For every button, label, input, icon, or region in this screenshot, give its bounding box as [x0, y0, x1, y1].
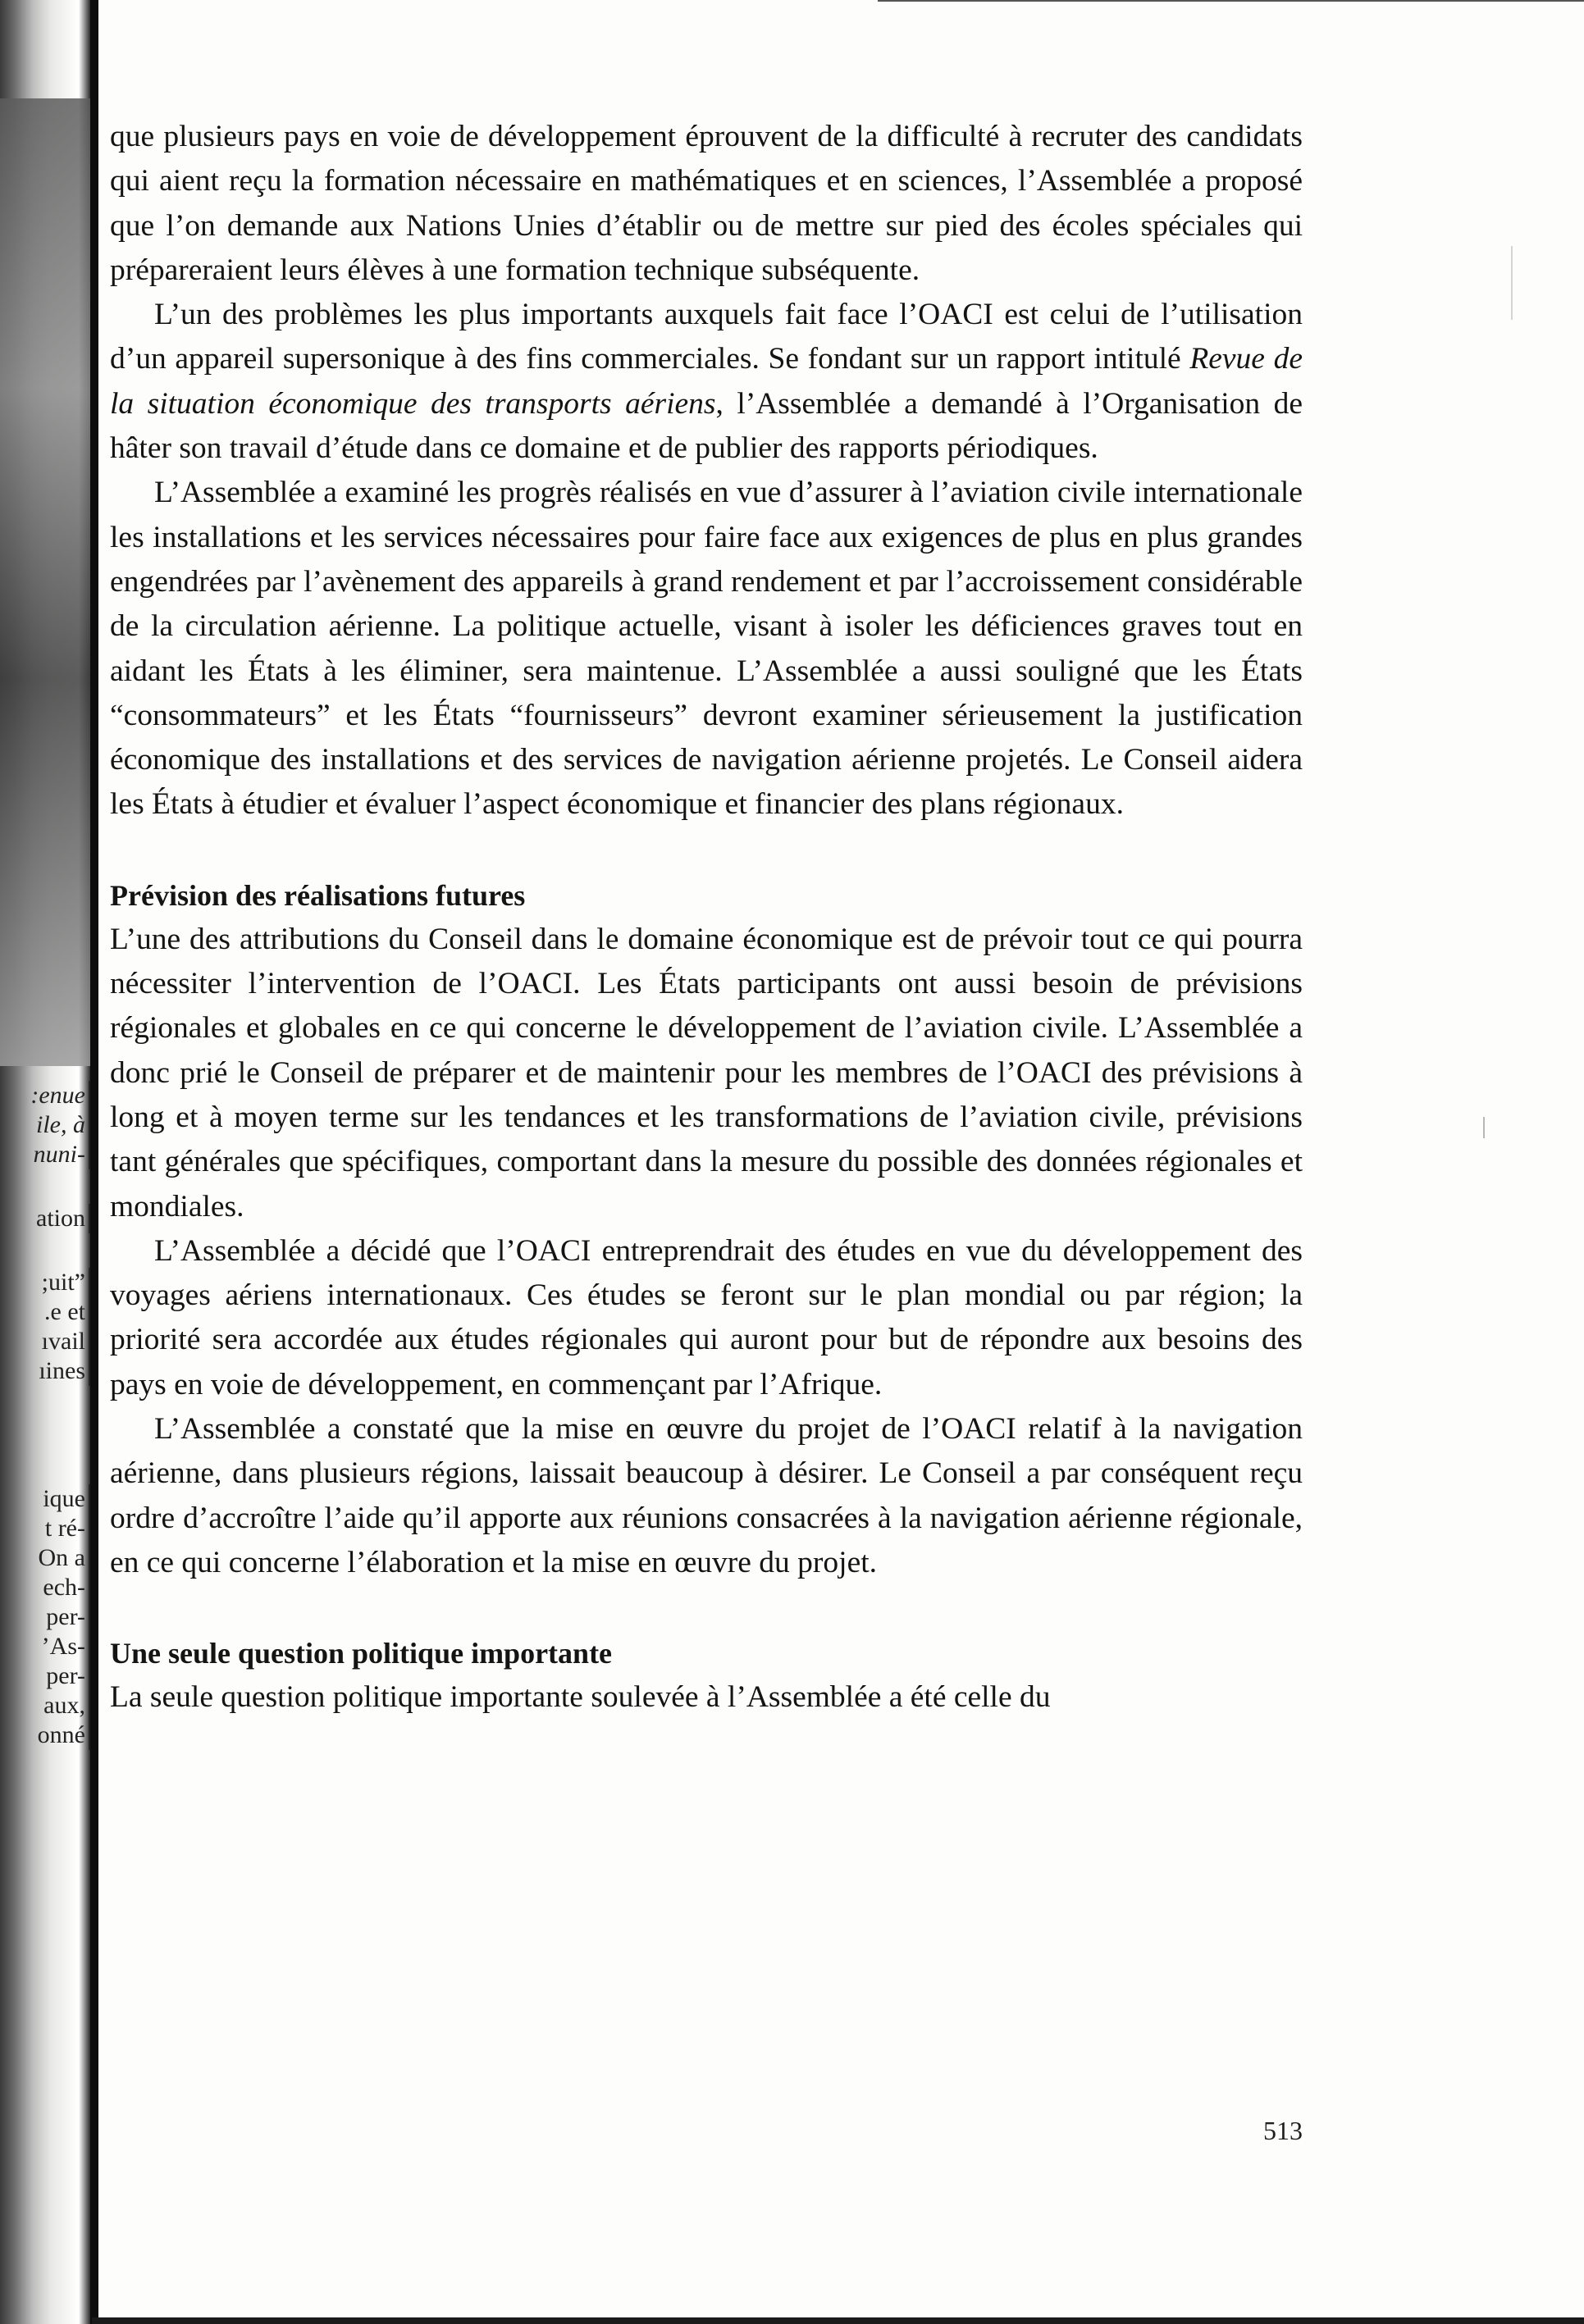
fragment-line: nuni- [5, 1140, 90, 1169]
fragment-line: :enue [5, 1081, 90, 1110]
paragraph-prevision-2: L’Assemblée a décidé que l’OACI entreprendrait des études en vue du développement des voyages aériens internationaux. Ces études se feront sur le plan mondial ou par région; la priorité sera accordée aux études régionales qui auront pour but de répondre aux besoins des pays en voie de développement, en commençant par l’Afrique. [110, 1233, 1303, 1401]
page-number: 513 [1263, 2116, 1303, 2145]
fragment-line: per- [5, 1661, 90, 1691]
paragraph-installations: L’Assemblée a examiné les progrès réalisés en vue d’assurer à l’aviation civile internationale les installations et les services nécessaires pour faire face aux exigences de plus en plus grandes engendrées par l’avènement des appareils à grand rendement et par l’accroissement considérable de la circulation aérienne. La politique actuelle, visant à isoler les déficiences graves tout en aidant les États à les éliminer, sera maintenue. L’Assemblée a aussi souligné que les États “consommateurs” et les États “fournisseurs” devront examiner sérieusement la justification économique des installations et des services de navigation aérienne projetés. Le Conseil aidera les États à étudier et évaluer l’aspect économique et financier des plans régionaux. [110, 476, 1303, 822]
paragraph-intro: que plusieurs pays en voie de développement éprouvent de la difficulté à recruter des candidats qui aient reçu la formation nécessaire en mathématiques et en sciences, l’Assemblée a proposé que l’on demande aux Nations Unies d’établir ou de mettre sur pied des écoles spéciales qui prépareraient leurs élèves à une formation technique subséquente. [110, 120, 1303, 287]
scan-mark [1483, 1117, 1485, 1138]
fragment-line: .e et [5, 1297, 90, 1327]
fragment-line: ;uit” [5, 1268, 90, 1297]
paragraph-text: L’un des problèmes les plus importants auxquels fait face l’OACI est celui de l’utilisation d’un appareil supersonique à des fins commerciales. Se fondant sur un rapport intitulé [110, 298, 1303, 376]
fragment-line: per- [5, 1602, 90, 1632]
fragment-line: ıvail [5, 1327, 90, 1356]
top-edge-rule [878, 0, 1584, 2]
fragment-line: ıines [5, 1356, 90, 1386]
section-heading-prevision: Prévision des réalisations futures [110, 878, 526, 912]
paragraph-text: , l’Assemblée a demandé à l’Organisation de hâter son travail d’étude dans ce domaine et de publier des rapports périodiques. [110, 386, 1303, 466]
fragment-line: ile, à [5, 1110, 90, 1140]
scan-mark [1511, 246, 1513, 320]
report-title: Revue de la situation économique des transports aériens [110, 342, 1303, 421]
bottom-edge-rule [92, 2317, 1584, 2324]
fragment-line: onné [5, 1720, 90, 1750]
book-spine [90, 0, 98, 2324]
section-heading-politique: Une seule question politique importante [110, 1637, 613, 1670]
facing-page-fragments [5, 1081, 90, 1750]
fragment-line: ique [5, 1484, 90, 1514]
paragraph-prevision-3: L’Assemblée a constaté que la mise en œuvre du projet de l’OACI relatif à la navigation aérienne, dans plusieurs régions, laissait beaucoup à désirer. Le Conseil a par conséquent reçu ordre d’accroître l’aide qu’il apporte aux réunions consacrées à la navigation aérienne régionale, en ce qui concerne l’élaboration et la mise en œuvre du projet. [110, 1412, 1303, 1579]
page-body [110, 115, 1303, 1720]
paragraph-supersonic [110, 293, 1303, 471]
fragment-line: t ré- [5, 1514, 90, 1543]
fragment-line: aux, [5, 1691, 90, 1720]
fragment-line: ’As- [5, 1632, 90, 1661]
fragment-line: ech- [5, 1573, 90, 1602]
fragment-line: On a [5, 1543, 90, 1573]
paragraph-politique-1: La seule question politique importante soulevée à l’Assemblée a été celle du [110, 1680, 1051, 1715]
paragraph-prevision-1: L’une des attributions du Conseil dans le domaine économique est de prévoir tout ce qui pourra nécessiter l’intervention de l’OACI. Les États participants ont aussi besoin de prévisions régionales et globales en ce qui concerne le développement de l’aviation civile. L’Assemblée a donc prié le Conseil de préparer et de maintenir pour les membres de l’OACI des prévisions à long et à moyen terme sur les tendances et les transformations de l’aviation civile, prévisions tant générales que spécifiques, comportant dans la mesure du possible des données régionales et mondiales. [110, 922, 1303, 1224]
gutter-shadow-top [0, 98, 90, 1066]
fragment-line: ation [5, 1204, 90, 1233]
